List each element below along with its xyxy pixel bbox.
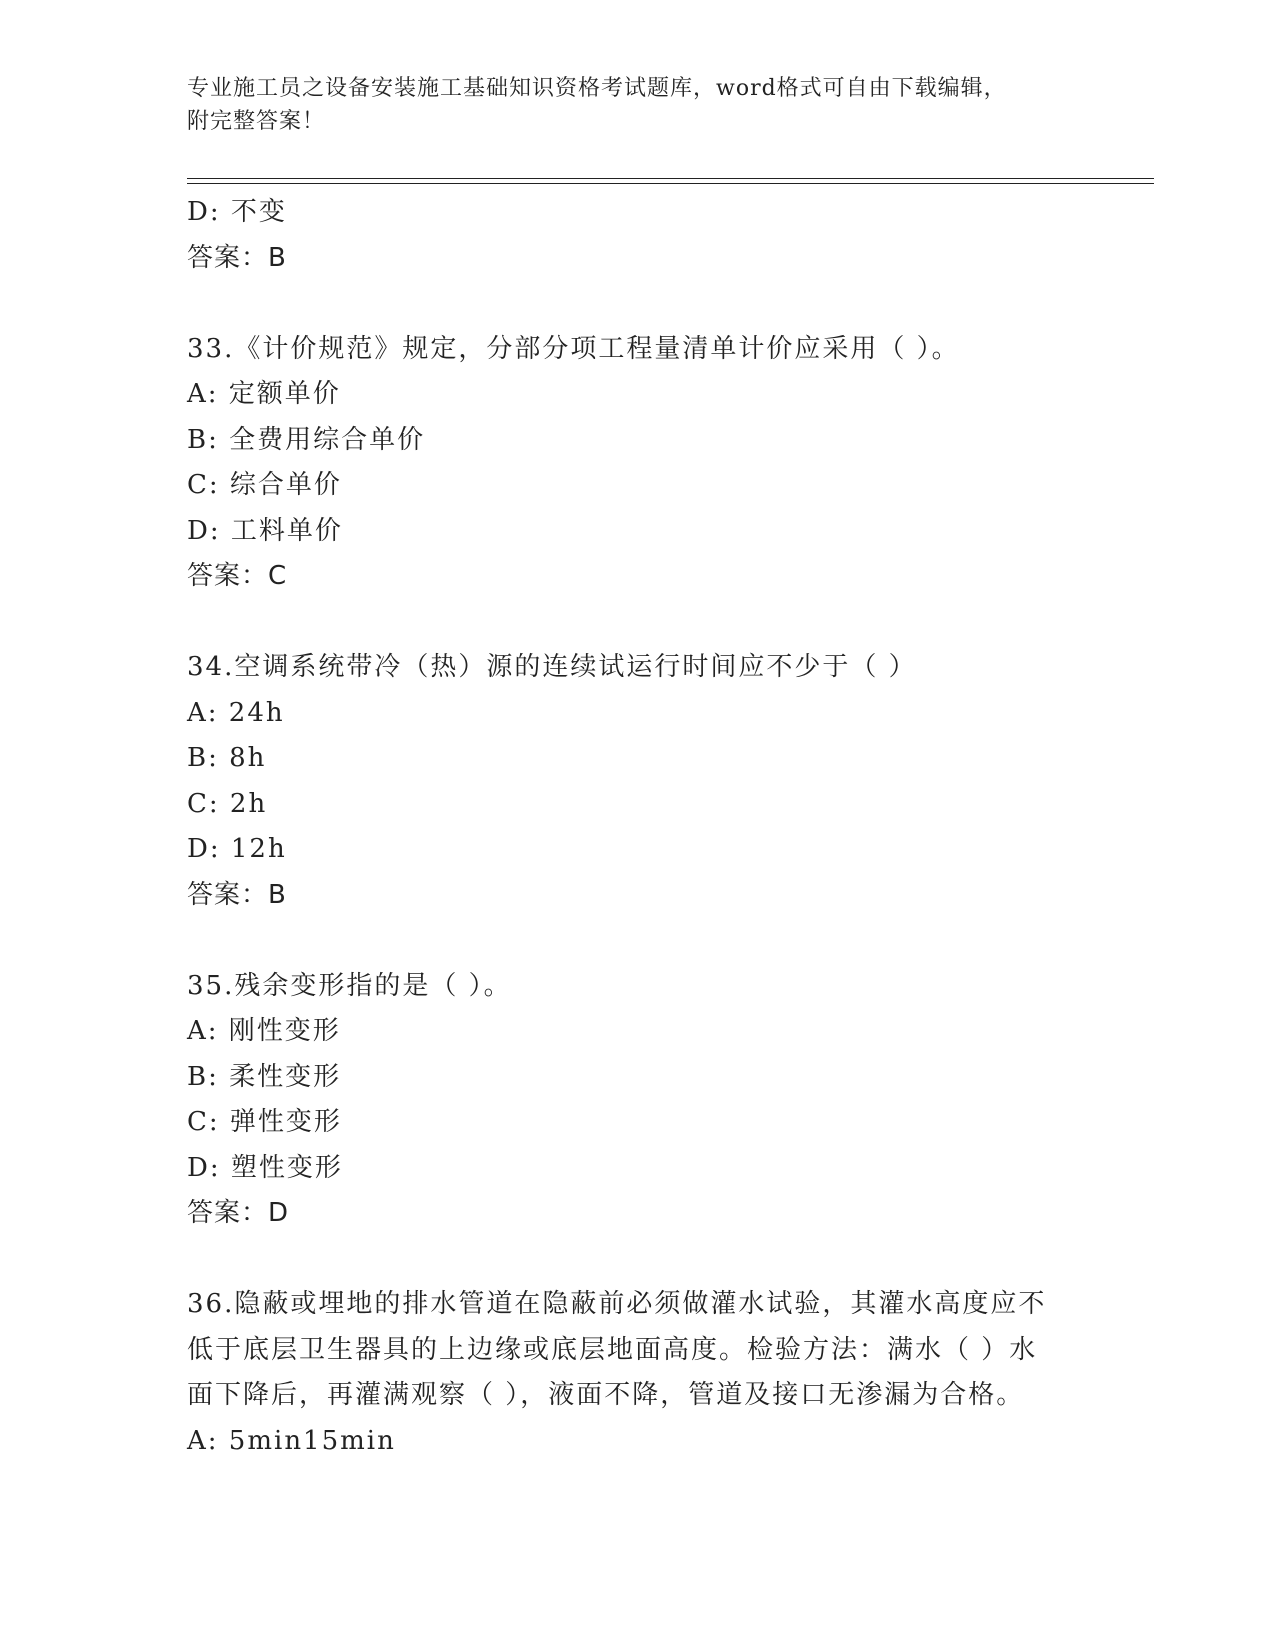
option-c: C: 2h [187, 788, 268, 819]
spacer [187, 918, 1087, 964]
question-stem: 34.空调系统带冷（热）源的连续试运行时间应不少于（ ） [187, 652, 917, 682]
option-a: A: 定额单价 [187, 379, 341, 409]
header-divider-bottom [187, 183, 1154, 184]
spacer [187, 600, 1087, 646]
option-d: D: 工料单价 [187, 515, 343, 546]
answer: 答案：B [187, 242, 287, 273]
question-stem-line-1: 36.隐蔽或埋地的排水管道在隐蔽前必须做灌水试验，其灌水高度应不 [187, 1289, 1047, 1319]
option-b: B: 8h [187, 743, 267, 773]
option-d: D: 不变 [187, 197, 287, 227]
question-stem: 35.残余变形指的是（ ）。 [187, 970, 512, 1001]
question-stem: 33.《计价规范》规定，分部分项工程量清单计价应采用（ ）。 [187, 333, 960, 364]
option-b: B: 柔性变形 [187, 1061, 342, 1092]
document-header [187, 72, 1087, 138]
question-list [187, 190, 1087, 1464]
question-36 [187, 1282, 1087, 1464]
option-a: A: 刚性变形 [187, 1016, 341, 1046]
spacer [187, 1237, 1087, 1283]
question-34 [187, 645, 1087, 918]
question-33 [187, 327, 1087, 600]
question-stem-line-2: 低于底层卫生器具的上边缘或底层地面高度。检验方法：满水（ ）水 [187, 1334, 1038, 1365]
option-c: C: 弹性变形 [187, 1107, 342, 1137]
answer: 答案：C [187, 561, 288, 591]
header-divider-top [187, 178, 1154, 179]
option-a: A: 24h [187, 697, 285, 728]
option-d: D: 塑性变形 [187, 1152, 343, 1183]
answer: 答案：B [187, 879, 287, 910]
question-stem-line-3: 面下降后，再灌满观察（ ），液面不降，管道及接口无渗漏为合格。 [187, 1380, 1025, 1410]
header-line-2: 附完整答案！ [187, 109, 326, 134]
option-d: D: 12h [187, 834, 287, 864]
spacer [187, 281, 1087, 327]
option-c: C: 综合单价 [187, 470, 342, 500]
answer: 答案：D [187, 1198, 290, 1228]
previous-question-tail [187, 190, 1087, 281]
option-b: B: 全费用综合单价 [187, 424, 426, 455]
option-a: A: 5min15min [187, 1425, 396, 1456]
header-line-1: 专业施工员之设备安装施工基础知识资格考试题库，word格式可自由下载编辑， [187, 76, 1007, 101]
question-35 [187, 964, 1087, 1237]
